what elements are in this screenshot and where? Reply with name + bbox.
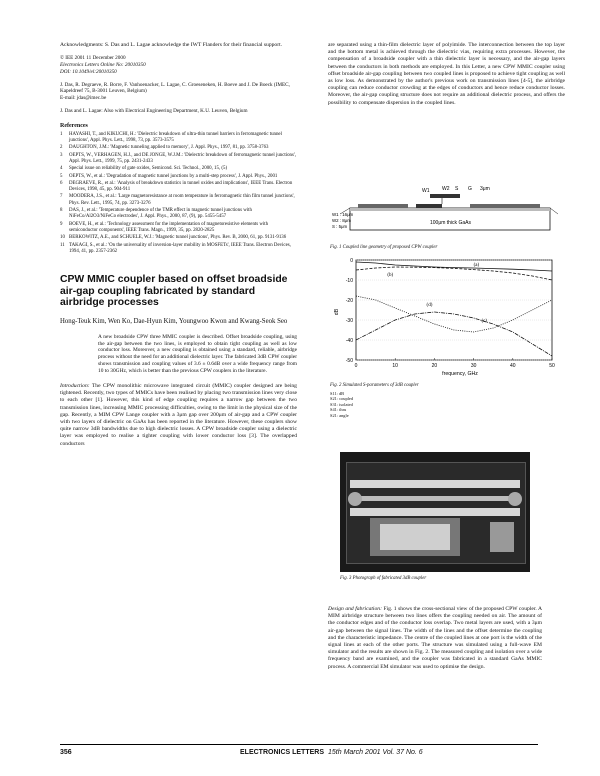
issue-info: 15th March 2001 Vol. 37 No. 6: [328, 749, 423, 756]
reference-item: [60, 153, 297, 166]
label-w1: W1: [422, 188, 430, 194]
design-label: Design and fabrication:: [328, 606, 382, 612]
reference-text: TAKAGI, S., et al.: 'On the universality of inversion-layer mobility in MOSFETs', IEEE Trans. Electron Devices, 1994, 41, pp. 2357-2362: [69, 242, 291, 254]
left-column: [60, 42, 297, 448]
legend-entry: S21: coupled: [330, 396, 354, 402]
reference-item: [60, 222, 297, 235]
references-heading: References: [60, 122, 88, 129]
label-g: G: [468, 186, 472, 192]
reference-text: DEGRAEVE, R., et al.: 'Analysis of breakdown statistics in tunnel oxides and implications', IEEE Trans. Electron Devices, 1998, 45, pp. 904-911: [69, 180, 293, 193]
x-tick-label: 0: [354, 363, 358, 369]
reference-text: OEPTS, W., VERHAGEN, H.J., and DE JONGE, W.J.M.: 'Dielectric breakdown of ferromagnetic tunnel junctions', Appl. Phys. Lett., 1999, 75, pp. 2431-2433: [69, 152, 297, 164]
reference-number: 8: [60, 208, 63, 214]
design-paragraph: [328, 606, 542, 671]
right-column-lower: [328, 606, 542, 671]
x-tick-label: 10: [392, 363, 398, 369]
reference-number: 6: [60, 180, 63, 186]
figure-1: [330, 178, 564, 248]
reference-item: [60, 145, 297, 151]
reference-text: DAS, J., et al.: 'Temperature dependence of the TMR effect in magnetic tunnel junctions with NiFeCo/Al2O3/NiFeCo electrodes', J. Appl. Phys., 2000, 87, (9), pp. 5455-5457: [69, 208, 252, 220]
references-list: [60, 132, 297, 255]
copyright-line: © IEE 2001 11 December 2000: [60, 55, 126, 62]
reference-text: OEPTS, W., et al.: 'Degradation of magnetic tunnel junctions by a multi-step process', J. Appl. Phys., 2001: [69, 173, 278, 179]
x-tick-label: 50: [549, 363, 555, 369]
reference-number: 2: [60, 145, 63, 151]
reference-text: HAYASHI, T., and KIKUCHI, H.: 'Dielectric breakdown of ultra-thin tunnel barriers in ferromagnetic tunnel junctions', Appl. Phys. Lett., 1998, 73, pp. 3573-3575: [69, 131, 282, 144]
legend-entry: S41: thru: [330, 407, 347, 413]
label-w2: W2: [442, 186, 450, 192]
chart-annotation: (d): [426, 303, 433, 308]
reference-number: 4: [60, 166, 63, 172]
right-column: [328, 42, 565, 107]
reference-text: BOEVE, H., et al.: 'Technology assessment for the implementation of magnetoresistive elements with semiconductor components', IEEE Trans. Magn., 1999, 35, pp. 2820-2825: [69, 221, 269, 233]
reference-text: BERKOWITZ, A.E., and SCHUELE, W.J.: 'Magnetic tunnel junctions', Phys. Rev. B, 2000, 61, pp. 9131-9136: [69, 235, 287, 241]
figure-2: [330, 254, 564, 418]
y-tick-label: -30: [345, 317, 353, 324]
chart-annotation: (a): [473, 263, 480, 268]
email: E-mail: jdas@imec.be: [60, 95, 107, 102]
y-tick-label: -20: [345, 297, 353, 304]
intro-text: The CPW monolithic microwave integrated circuit (MMIC) coupler designed are being tightened. Recently, two types of MMICs have been realised by placing two transmission lines very close to each other [1]. However, this kind of edge coupling requires a narrow gap between the two transmission lines, increasing MMIC processing difficulties, owing to the limit in the physical size of the gap. Recently, a MIM CPW Lange coupler with a 3μm gap over 200μm of air-gap and a CPW coupler with two layers of dielectric on GaAs has been reported in the literature. However, these couplers show quite narrow 3dB bandwidths due to high dielectric losses. A CPW broadside coupler using a dielectric layer was employed to realise a tighter coupling with lower conductor loss [3]. The overlapped conductors: [60, 383, 297, 447]
right-paragraph: are separated using a thin-film dielectric layer of polyimide. The interconnection between the top layer and the bottom metal is achieved through the dielectric vias, requiring extra processes. However, the compensation of a broadside coupler with a thin dielectric layer is necessary, and the air-gap layers between the conductors in both methods are employed. In this Letter, a new CPW MMIC coupler using offset broadside air-gap coupling between two coupled lines is proposed to achieve tight coupling as well as low loss. As demonstrated by the author's previous work on transmission lines [4-5], the airbridge coupling can reduce conductor crowding at the edges of conductors and hence reduce conductor losses. Moreover, the air-gap coupling structure does not require an additional dielectric process, and offers the possibility to compensate dispersion in the coupled lines.: [328, 42, 565, 106]
page-footer: [60, 749, 538, 759]
doi-line: DOI: 10.1049/el:20010350: [60, 68, 117, 75]
coupler-cross-section: [330, 178, 564, 240]
figure-2-legend: [330, 391, 564, 418]
reference-text: Special issue on reliability of gate oxides, Semicond. Sci. Technol., 2000, 15, (5): [69, 166, 228, 172]
chart-x-label: frequency, GHz: [442, 371, 478, 377]
coupler-photograph: [340, 452, 530, 572]
reference-number: 10: [60, 235, 65, 241]
label-s: S: [455, 186, 459, 192]
reference-number: 11: [60, 242, 65, 248]
reference-item: [60, 132, 297, 145]
electronic-line: Electronics Letters Online No: 20010350: [60, 62, 146, 68]
reference-number: 9: [60, 221, 63, 227]
reference-item: [60, 181, 297, 194]
reference-item: [60, 235, 297, 241]
page-number: 356: [60, 749, 72, 756]
chart-y-label: dB: [334, 308, 340, 316]
x-tick-label: 30: [470, 363, 477, 369]
chart-series-line: [356, 262, 552, 271]
reference-text: DAUGHTON, J.M.: 'Magnetic tunneling applied to memory', J. Appl. Phys., 1997, 81, pp. 3758-3763: [69, 145, 269, 151]
abstract: A new broadside CPW three MMIC coupler is described. Offset broadside coupling, using the air-gap between the two lines, is employed to obtain tight coupling as well as low conductor loss. Moreover, a new coupling is obtained using a standard, reliable, airbridge process without the need for an additional dielectric layer. The fabricated 3dB CPW coupler shows transmission and coupling values of 3.6 ± 0.6dB over a wide frequency range from 10 to 30GHz, which is better than the previous CPW couplers in the literature.: [98, 333, 297, 375]
reference-number: 3: [60, 152, 63, 158]
reference-text: MOODERA, J.S., et al.: 'Large magnetoresistance at room temperature in ferromagnetic thin film tunnel junctions', Phys. Rev. Lett., 1995, 74, pp. 3273-3276: [69, 194, 295, 206]
affiliation-2: J. Das and L. Lagae: Also with Electrical Engineering Department, K.U. Leuven, Belgium: [60, 107, 248, 114]
reference-item: [60, 174, 297, 180]
acknowledgments: Acknowledgments: S. Das and L. Lagae acknowledge the IWT Flanders for their financial support.: [60, 42, 283, 48]
reference-number: 7: [60, 194, 63, 200]
chart-annotation: (b): [387, 273, 394, 278]
journal-name: ELECTRONICS LETTERS: [240, 749, 325, 756]
figure-2-caption: Fig. 2 Simulated S-parameters of 3dB coupler: [330, 383, 419, 388]
reference-item: [60, 166, 297, 172]
legend-entry: S31: isolated: [330, 401, 353, 407]
chart-series-line: [356, 312, 552, 356]
chart-series-line: [356, 267, 552, 280]
footer-rule: [60, 744, 538, 745]
label-substrate: 100μm thick GaAs: [430, 220, 471, 226]
legend-s: S : 5μm: [332, 224, 348, 229]
y-tick-label: -40: [345, 337, 353, 344]
chart-annotation: (c): [481, 319, 488, 324]
legend-w1: W1 : 16μm: [332, 212, 354, 217]
reference-number: 5: [60, 173, 63, 179]
figure-3: [340, 452, 530, 586]
legend-entry: S21: angle: [330, 412, 349, 418]
paper-authors: Hong-Teuk Kim, Wen Ko, Dae-Hyun Kim, Youngwoo Kwon and Kwang-Seok Seo: [60, 317, 288, 325]
reference-item: [60, 208, 297, 221]
s-parameter-chart: [330, 254, 564, 378]
y-tick-label: 0: [350, 257, 353, 264]
reference-number: 1: [60, 131, 63, 137]
introduction: [60, 383, 297, 448]
intro-label: Introduction:: [60, 383, 90, 390]
legend-w2: W2 : 8μm: [332, 218, 351, 223]
figure-3-caption: Fig. 3 Photograph of fabricated 3dB coupler: [340, 576, 427, 581]
label-height: 3μm: [480, 186, 490, 192]
figure-1-caption: Fig. 1 Coupled line geometry of proposed CPW coupler: [330, 245, 438, 250]
reference-item: [60, 243, 297, 256]
design-text: Fig. 1 shows the cross-sectional view of the proposed CPW coupler. A MIM airbridge structure between two lines offers the coupling needed on air. The amount of the conductor edges and of the conductor loss overlap. Two metal layers are used, with a 3μm air-gap between the signal lines. The width of the lines and the offset determine the coupling and the characteristic impedance. The centre of the coupled lines at one port is the width of the signal lines at each of the other ports. The structure was simulated using a full-wave EM simulator and the results are shown in Fig. 2. The measured coupling and isolation over a wide frequency band are examined, and the coupler was fabricated in a standard GaAs MMIC process. A commercial EM simulator was used to optimise the design.: [328, 606, 542, 670]
affiliation: J. Das, R. Degraeve, R. Borre, F. Vanhoenacker, L. Lagae, C. Groeseneken, H. Boeve and J. De Boeck (IMEC, Kapeldreef 75, B-3001 Leuven, Belgium): [60, 81, 290, 95]
chart-plot-area: [356, 260, 552, 360]
y-tick-label: -50: [345, 357, 353, 364]
reference-item: [60, 194, 297, 207]
y-tick-label: -10: [345, 277, 353, 284]
legend-entry: S11: dB: [330, 391, 345, 396]
paper-title: CPW MMIC coupler based on offset broadside air-gap coupling fabricated by standard airbridge processes: [60, 274, 288, 309]
x-tick-label: 20: [431, 363, 438, 369]
x-tick-label: 40: [510, 363, 516, 369]
